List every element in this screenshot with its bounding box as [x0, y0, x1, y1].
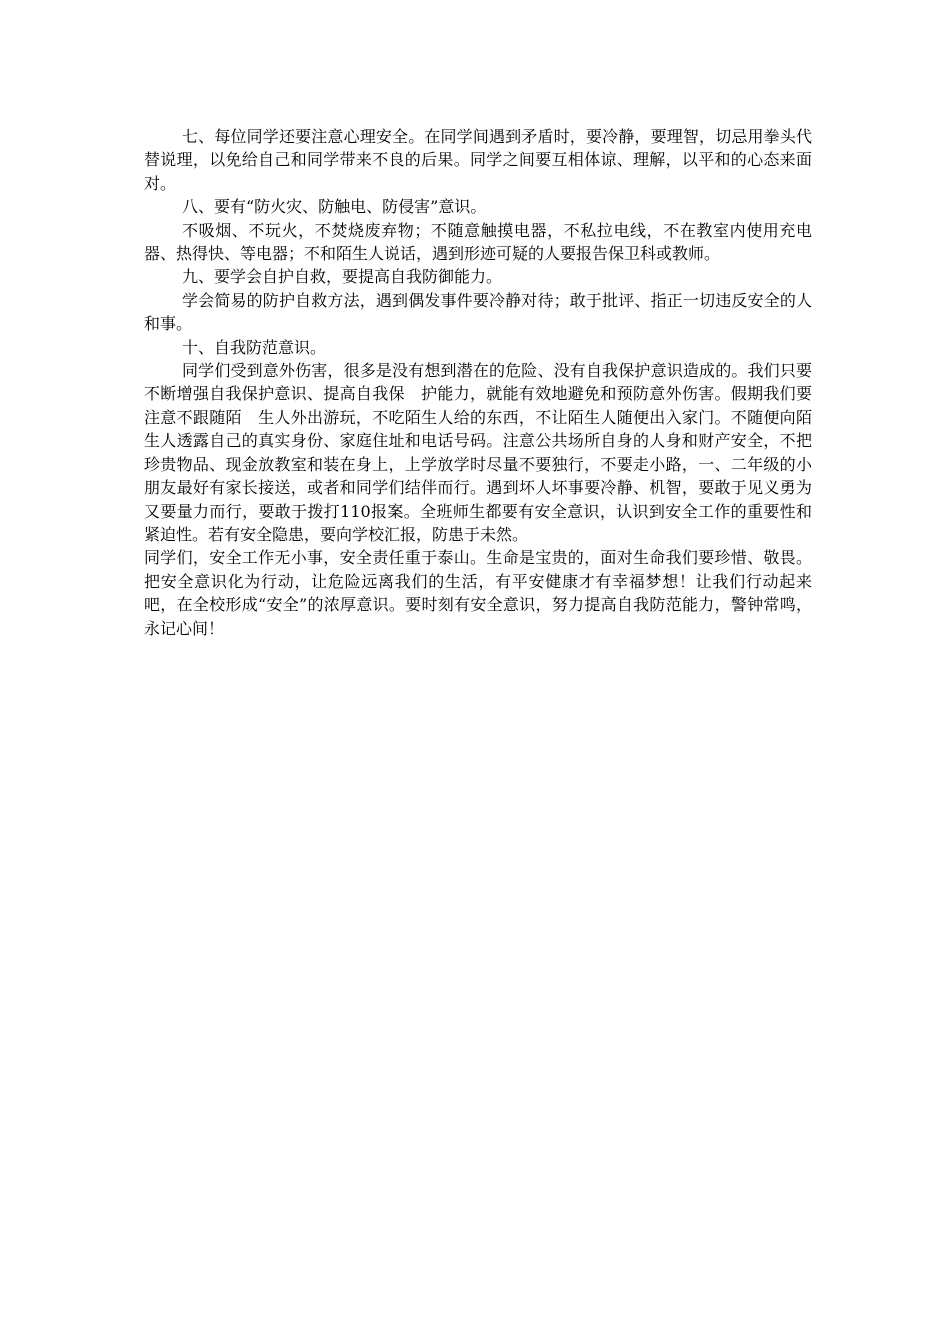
heading-fire-electric-safety: 八、要有“防火灾、防触电、防侵害”意识。: [182, 197, 487, 217]
heading-self-rescue: 九、要学会自护自救，要提高自我防御能力。: [182, 267, 503, 287]
document-body: [144, 125, 812, 640]
paragraph-conclusion: 同学们，安全工作无小事，安全责任重于泰山。生命是宝贵的，面对生命我们要珍惜、敬畏。把安全意识化为行动，让危险远离我们的生活，有平安健康才有幸福梦想！让我们行动起来吧，在全校形成“安全”的浓厚意识。要时刻有安全意识，努力提高自我防范能力，警钟常鸣，永记心间！: [144, 548, 812, 638]
paragraph-mental-safety: 七、每位同学还要注意心理安全。在同学间遇到矛盾时，要冷静，要理智，切忌用拳头代替说理，以免给自己和同学带来不良的后果。同学之间要互相体谅、理解，以平和的心态来面对。: [144, 127, 812, 193]
paragraph-fire-electric-safety: 不吸烟、不玩火，不焚烧废弃物；不随意触摸电器，不私拉电线，不在教室内使用充电器、热得快、等电器；不和陌生人说话，遇到形迹可疑的人要报告保卫科或教师。: [144, 220, 812, 264]
paragraph-self-protection: 同学们受到意外伤害，很多是没有想到潜在的危险、没有自我保护意识造成的。我们只要不断增强自我保护意识、提高自我保 护能力，就能有效地避免和预防意外伤害。假期我们要注意不跟随陌 生人外出游玩，不吃陌生人给的东西，不让陌生人随便出入家门。不随便向陌生人透露自己的真实身份、家庭住址和电话号码。注意公共场所自身的人身和财产安全，不把珍贵物品、现金放教室和装在身上，上学放学时尽量不要独行，不要走小路，一、二年级的小朋友最好有家长接送，或者和同学们结伴而行。遇到坏人坏事要冷静、机智，要敢于见义勇为又要量力而行，要敢于拨打110报案。全班师生都要有安全意识，认识到安全工作的重要性和紧迫性。若有安全隐患，要向学校汇报，防患于未然。: [144, 361, 812, 544]
paragraph-self-rescue: 学会简易的防护自救方法，遇到偶发事件要冷静对待；敢于批评、指正一切违反安全的人和事。: [144, 290, 812, 334]
heading-self-protection: 十、自我防范意识。: [182, 337, 327, 357]
